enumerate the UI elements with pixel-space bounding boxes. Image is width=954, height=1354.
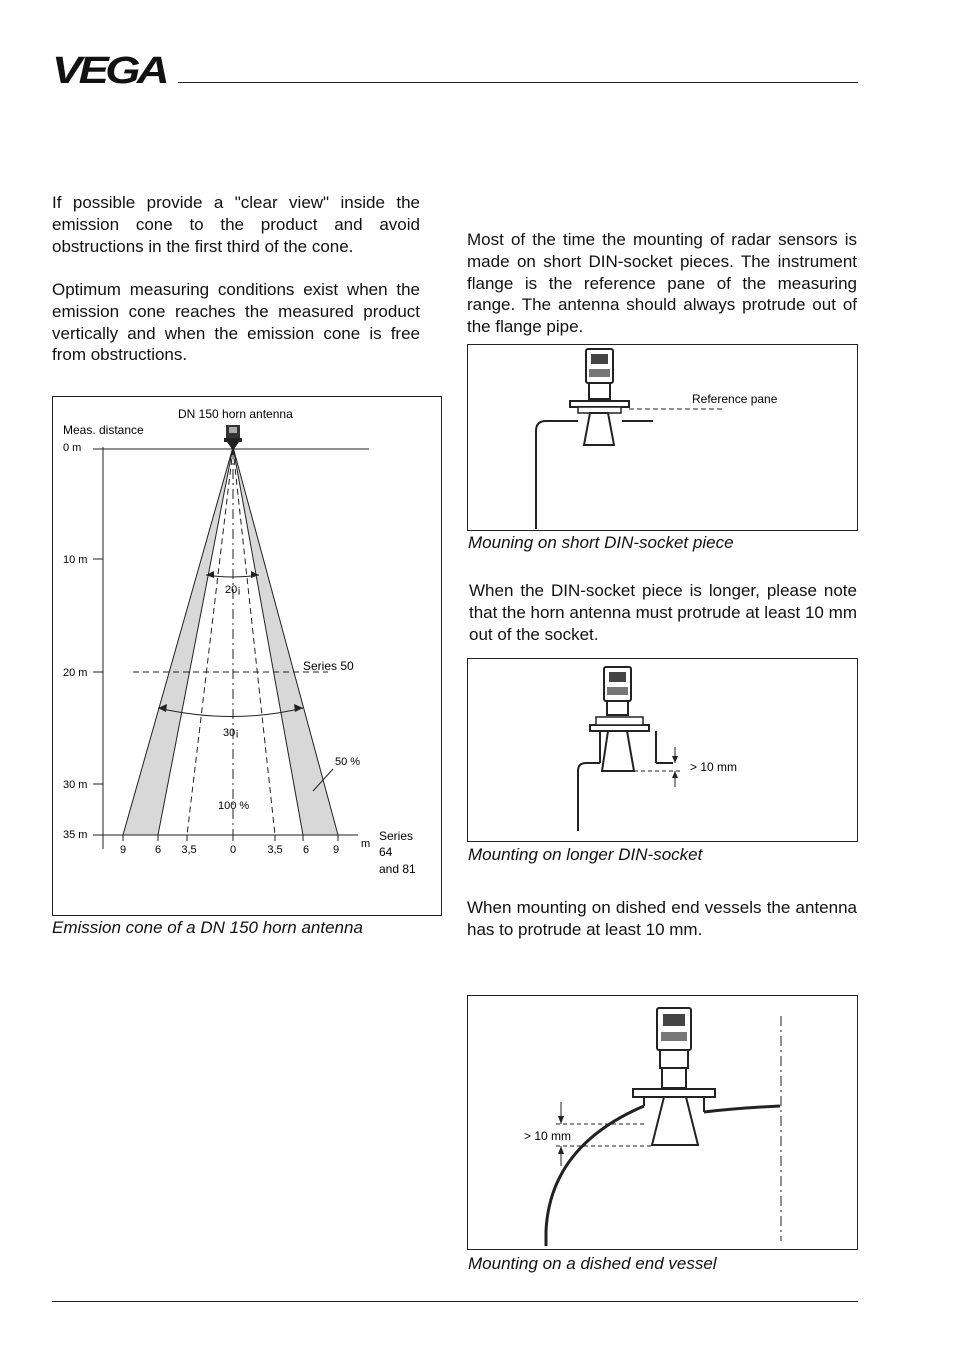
y-tick-20: 20 m (63, 667, 88, 679)
cone-left-band (123, 447, 233, 835)
short-socket-caption: Mouning on short DIN-socket piece (468, 533, 734, 552)
reference-pane-label: Reference pane (692, 392, 778, 406)
radar-sensor-icon-3 (633, 1008, 715, 1145)
series50-label: Series 50 (303, 659, 354, 673)
radar-sensor-icon-1 (570, 349, 629, 445)
vega-logo (52, 54, 168, 84)
long-socket-caption: Mounting on longer DIN-socket (468, 845, 703, 864)
pct100-label: 100 % (218, 800, 250, 812)
short-socket-figure (467, 344, 858, 531)
right-paragraph-1: Most of the time the mounting of radar sensors is made on short DIN-socket pieces. The instrument flange is the reference pane of the measuring range. The antenna should always protrude out of the flange pipe. (467, 230, 857, 337)
series-other-label-2: 64 (379, 845, 393, 859)
horn-antenna-icon (224, 425, 242, 449)
x-unit: m (361, 838, 371, 850)
left-paragraph-1: If possible provide a "clear view" inside the emission cone to the product and avoid obstructions in the first third of the cone. (52, 193, 420, 256)
angle-30-label: 30¡ (223, 727, 239, 739)
x-tick-6-left: 6 (154, 844, 162, 856)
x-tick-3-5-left: 3,5 (181, 844, 197, 856)
x-tick-9-left: 9 (119, 844, 127, 856)
y-tick-30: 30 m (63, 779, 88, 791)
dished-end-caption: Mounting on a dished end vessel (468, 1254, 717, 1273)
y-tick-0: 0 m (63, 442, 82, 454)
x-tick-0: 0 (229, 844, 237, 856)
radar-sensor-icon-2 (590, 667, 649, 771)
emission-cone-caption: Emission cone of a DN 150 horn antenna (52, 918, 363, 937)
long-socket-figure (467, 658, 858, 842)
series-other-label-1: Series (379, 829, 414, 843)
emission-cone-figure (52, 396, 442, 916)
series-other-label-3: and 81 (379, 862, 416, 876)
y-tick-35: 35 m (63, 829, 88, 841)
pct50-label: 50 % (335, 756, 361, 768)
footer-rule (52, 1301, 858, 1302)
emission-cone-diagram (53, 397, 443, 917)
x-tick-9-right: 9 (332, 844, 340, 856)
long-socket-dim-label: > 10 mm (690, 760, 738, 774)
y-tick-10: 10 m (63, 554, 88, 566)
svg-text:VEGA: VEGA (52, 54, 167, 84)
right-paragraph-3: When mounting on dished end vessels the antenna has to protrude at least 10 mm. (467, 898, 857, 939)
figure-title: DN 150 horn antenna (178, 407, 293, 421)
left-paragraph-2: Optimum measuring conditions exist when the emission cone reaches the measured product vertically and when the emission cone is free from obstructions. (52, 280, 420, 365)
x-tick-6-right: 6 (302, 844, 310, 856)
header-rule (178, 82, 858, 83)
dished-end-dim-label: > 10 mm (524, 1129, 572, 1143)
cone-right-band (233, 447, 338, 835)
dished-end-figure (467, 995, 858, 1250)
meas-distance-label: Meas. distance (63, 423, 144, 437)
angle-20-label: 20¡ (225, 584, 241, 596)
x-tick-3-5-right: 3,5 (267, 844, 283, 856)
right-paragraph-2: When the DIN-socket piece is longer, please note that the horn antenna must protrude at least 10 mm out of the socket. (469, 581, 857, 644)
